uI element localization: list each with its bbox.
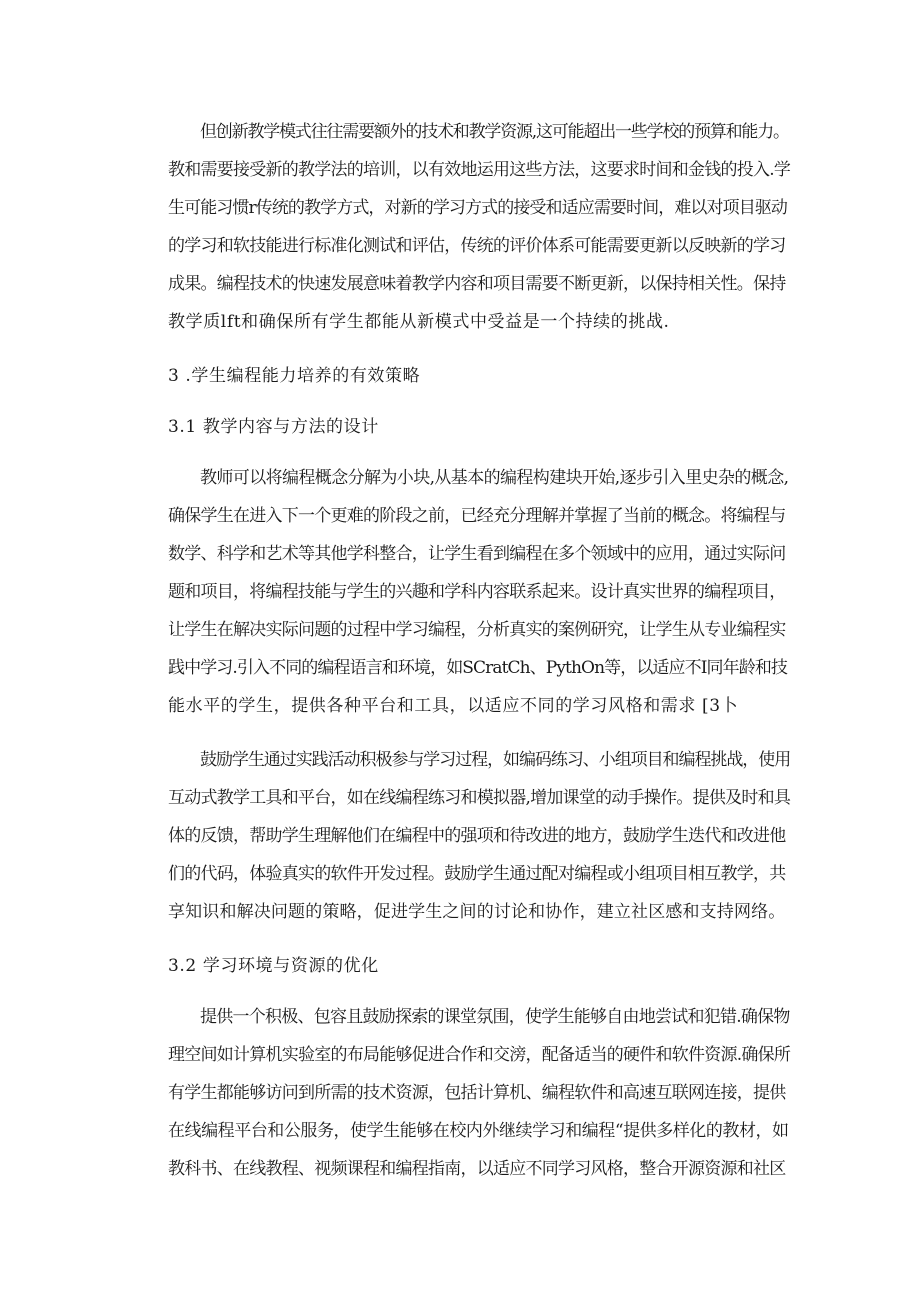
paragraph-line: 让学生在解决实际问题的过程中学习编程，分析真实的案例研究，让学生从专业编程实 [168, 620, 786, 640]
paragraph-line: 们的代码，体验真实的软件开发过程。鼓励学生通过配对编程或小组项目相互教学，共 [168, 864, 786, 884]
paragraph-line: 在线编程平台和公服务，使学生能够在校内外继续学习和编程“提供多样化的教材，如 [168, 1121, 789, 1141]
paragraph-line: 能水平的学生，提供各种平台和工具，以适应不同的学习风格和需求 [3卜 [168, 696, 739, 716]
paragraph-line: 教科书、在线教程、视频课程和编程指南，以适应不同学习风格，整合开源资源和社区 [168, 1159, 786, 1179]
section-heading-3-1: 3.1 教学内容与方法的设计 [168, 417, 379, 437]
paragraph-line: 鼓励学生通过实践活动积极参与学习过程，如编码练习、小组项目和编程挑战，使用 [200, 750, 791, 770]
paragraph-line: 教和需要接受新的教学法的培训，以有效地运用这些方法，这要求时间和金钱的投入.学 [168, 160, 791, 180]
paragraph-line: 互动式教学工具和平台，如在线编程练习和模拟器,增加课堂的动手操作。提供及时和具 [168, 788, 791, 808]
paragraph-line: 享知识和解决问题的策略，促进学生之间的讨论和协作，建立社区感和支持网络。 [168, 902, 786, 922]
paragraph-line: 数学、科学和艺术等其他学科整合，让学生看到编程在多个领域中的应用，通过实际问 [168, 544, 786, 564]
section-heading-3: 3 .学生编程能力培养的有效策略 [168, 366, 421, 386]
paragraph-line: 体的反馈，帮助学生理解他们在编程中的强项和待改进的地方，鼓励学生迭代和改进他 [168, 826, 786, 846]
paragraph-line: 的学习和软技能进行标准化测试和评估，传统的评价体系可能需要更新以反映新的学习 [168, 236, 786, 256]
paragraph-line: 成果。编程技术的快速发展意味着教学内容和项目需要不断更新，以保持相关性。保持 [168, 274, 786, 294]
paragraph-line: 有学生都能够访问到所需的技术资源，包括计算机、编程软件和高速互联网连接，提供 [168, 1083, 786, 1103]
paragraph-line: 提供一个积极、包容且鼓励探索的课堂氛围，使学生能够自由地尝试和犯错.确保物 [200, 1007, 790, 1027]
paragraph-line: 教学质lft和确保所有学生都能从新模式中受益是一个持续的挑战. [168, 312, 670, 332]
paragraph-line: 确保学生在进入下一个更难的阶段之前，已经充分理解并掌握了当前的概念。将编程与 [168, 506, 786, 526]
paragraph-line: 践中学习.引入不同的编程语言和环境，如SCratCh、PythOn等，以适应不I同年龄和技 [168, 658, 788, 678]
paragraph-line: 但创新教学模式往往需要额外的技术和教学资源,这可能超出一些学校的预算和能力。 [200, 122, 789, 142]
paragraph-line: 理空间如计算机实验室的布局能够促进合作和交滂，配备适当的硬件和软件资源.确保所 [168, 1045, 791, 1065]
paragraph-line: 题和项目，将编程技能与学生的兴趣和学科内容联系起来。设计真实世界的编程项目， [168, 582, 786, 602]
paragraph-line: 教师可以将编程概念分解为小块,从基本的编程构建块开始,逐步引入里史杂的概念, [200, 468, 789, 488]
paragraph-line: 生可能习惯r传统的教学方式，对新的学习方式的接受和适应需要时间，难以对项目驱动 [168, 198, 788, 218]
section-heading-3-2: 3.2 学习环境与资源的优化 [168, 956, 379, 976]
